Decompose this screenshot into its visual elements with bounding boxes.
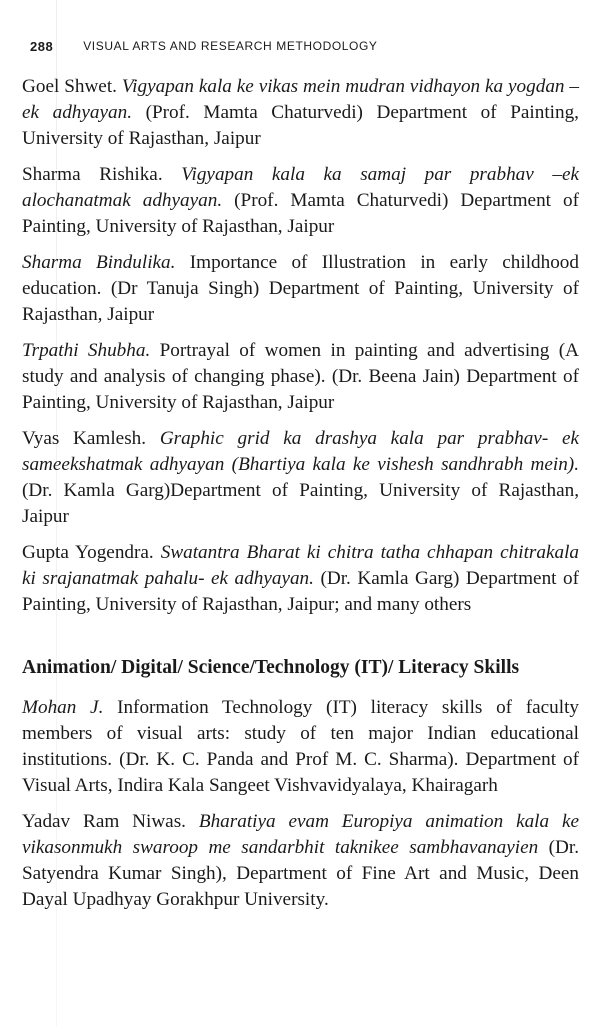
entry-details: (Prof. Mamta Chaturvedi) Department of Painting, University of Rajasthan, Jaipur — [22, 190, 579, 237]
bibliography-entry — [22, 74, 579, 152]
bibliography-entry — [22, 250, 579, 328]
bibliography-entry — [22, 809, 579, 913]
section-heading: Animation/ Digital/ Science/Technology (IT)/ Literacy Skills — [22, 657, 520, 678]
bibliography-entry — [22, 338, 579, 416]
entry-details: Information Technology (IT) literacy skills of faculty members of visual arts: study of ten major Indian educational institutions. (Dr. K. C. Panda and Prof M. C. Sharma). Department of Visual Arts, Indira Kala Sangeet Vishvavidyalaya, Khairagarh — [22, 697, 580, 796]
entry-author: Gupta Yogendra. — [22, 542, 161, 563]
entry-title: Graphic grid ka drashya kala par prabhav- ek sameekshatmak adhyayan (Bhartiya kala ke vishesh sandhrabh mein). — [22, 428, 579, 475]
entry-details: Importance of Illustration in early childhood education. (Dr Tanuja Singh) Department of Painting, University of Rajasthan, Jaipur — [22, 252, 579, 325]
entry-title: Vigyapan kala ke vikas mein mudran vidhayon ka yogdan –ek adhyayan. — [22, 76, 579, 123]
bibliography-entry — [22, 426, 579, 530]
page-header — [30, 34, 578, 58]
bibliography-entry — [22, 540, 579, 618]
entry-details: (Prof. Mamta Chaturvedi) Department of Painting, University of Rajasthan, Jaipur — [22, 102, 579, 149]
running-head: VISUAL ARTS AND RESEARCH METHODOLOGY — [83, 39, 378, 53]
page-content — [22, 74, 579, 923]
entry-author: Sharma Rishika. — [22, 164, 182, 185]
bibliography-entry — [22, 162, 579, 240]
entry-title: Bharatiya evam Europiya animation kala ke vikasonmukh swaroop me sandarbhit taknikee sambhavanayien — [22, 811, 580, 858]
entry-title: Vigyapan kala ka samaj par prabhav –ek alochanatmak adhyayan. — [22, 164, 579, 211]
entry-author: Sharma Bindulika. — [22, 252, 176, 273]
entry-author: Goel Shwet. — [22, 76, 122, 97]
entry-author: Trpathi Shubha. — [22, 340, 151, 361]
entry-title: Swatantra Bharat ki chitra tatha chhapan chitrakala ki srajanatmak pahalu- ek adhyayan. — [22, 542, 579, 589]
entry-details: Portrayal of women in painting and advertising (A study and analysis of changing phase). (Dr. Beena Jain) Department of Painting, University of Rajasthan, Jaipur — [22, 340, 579, 413]
entry-details: (Dr. Kamla Garg)Department of Painting, University of Rajasthan, Jaipur — [22, 480, 579, 527]
bibliography-list-animation — [22, 695, 579, 913]
bibliography-entry — [22, 695, 579, 799]
entry-details: (Dr. Satyendra Kumar Singh), Department of Fine Art and Music, Deen Dayal Upadhyay Gorakhpur University. — [22, 837, 580, 910]
entry-details: (Dr. Kamla Garg) Department of Painting, University of Rajasthan, Jaipur; and many others — [22, 568, 579, 615]
entry-author: Yadav Ram Niwas. — [22, 811, 199, 832]
bibliography-list-painting — [22, 74, 579, 618]
page-number: 288 — [30, 38, 54, 54]
entry-author: Vyas Kamlesh. — [22, 428, 160, 449]
entry-author: Mohan J. — [22, 697, 104, 718]
